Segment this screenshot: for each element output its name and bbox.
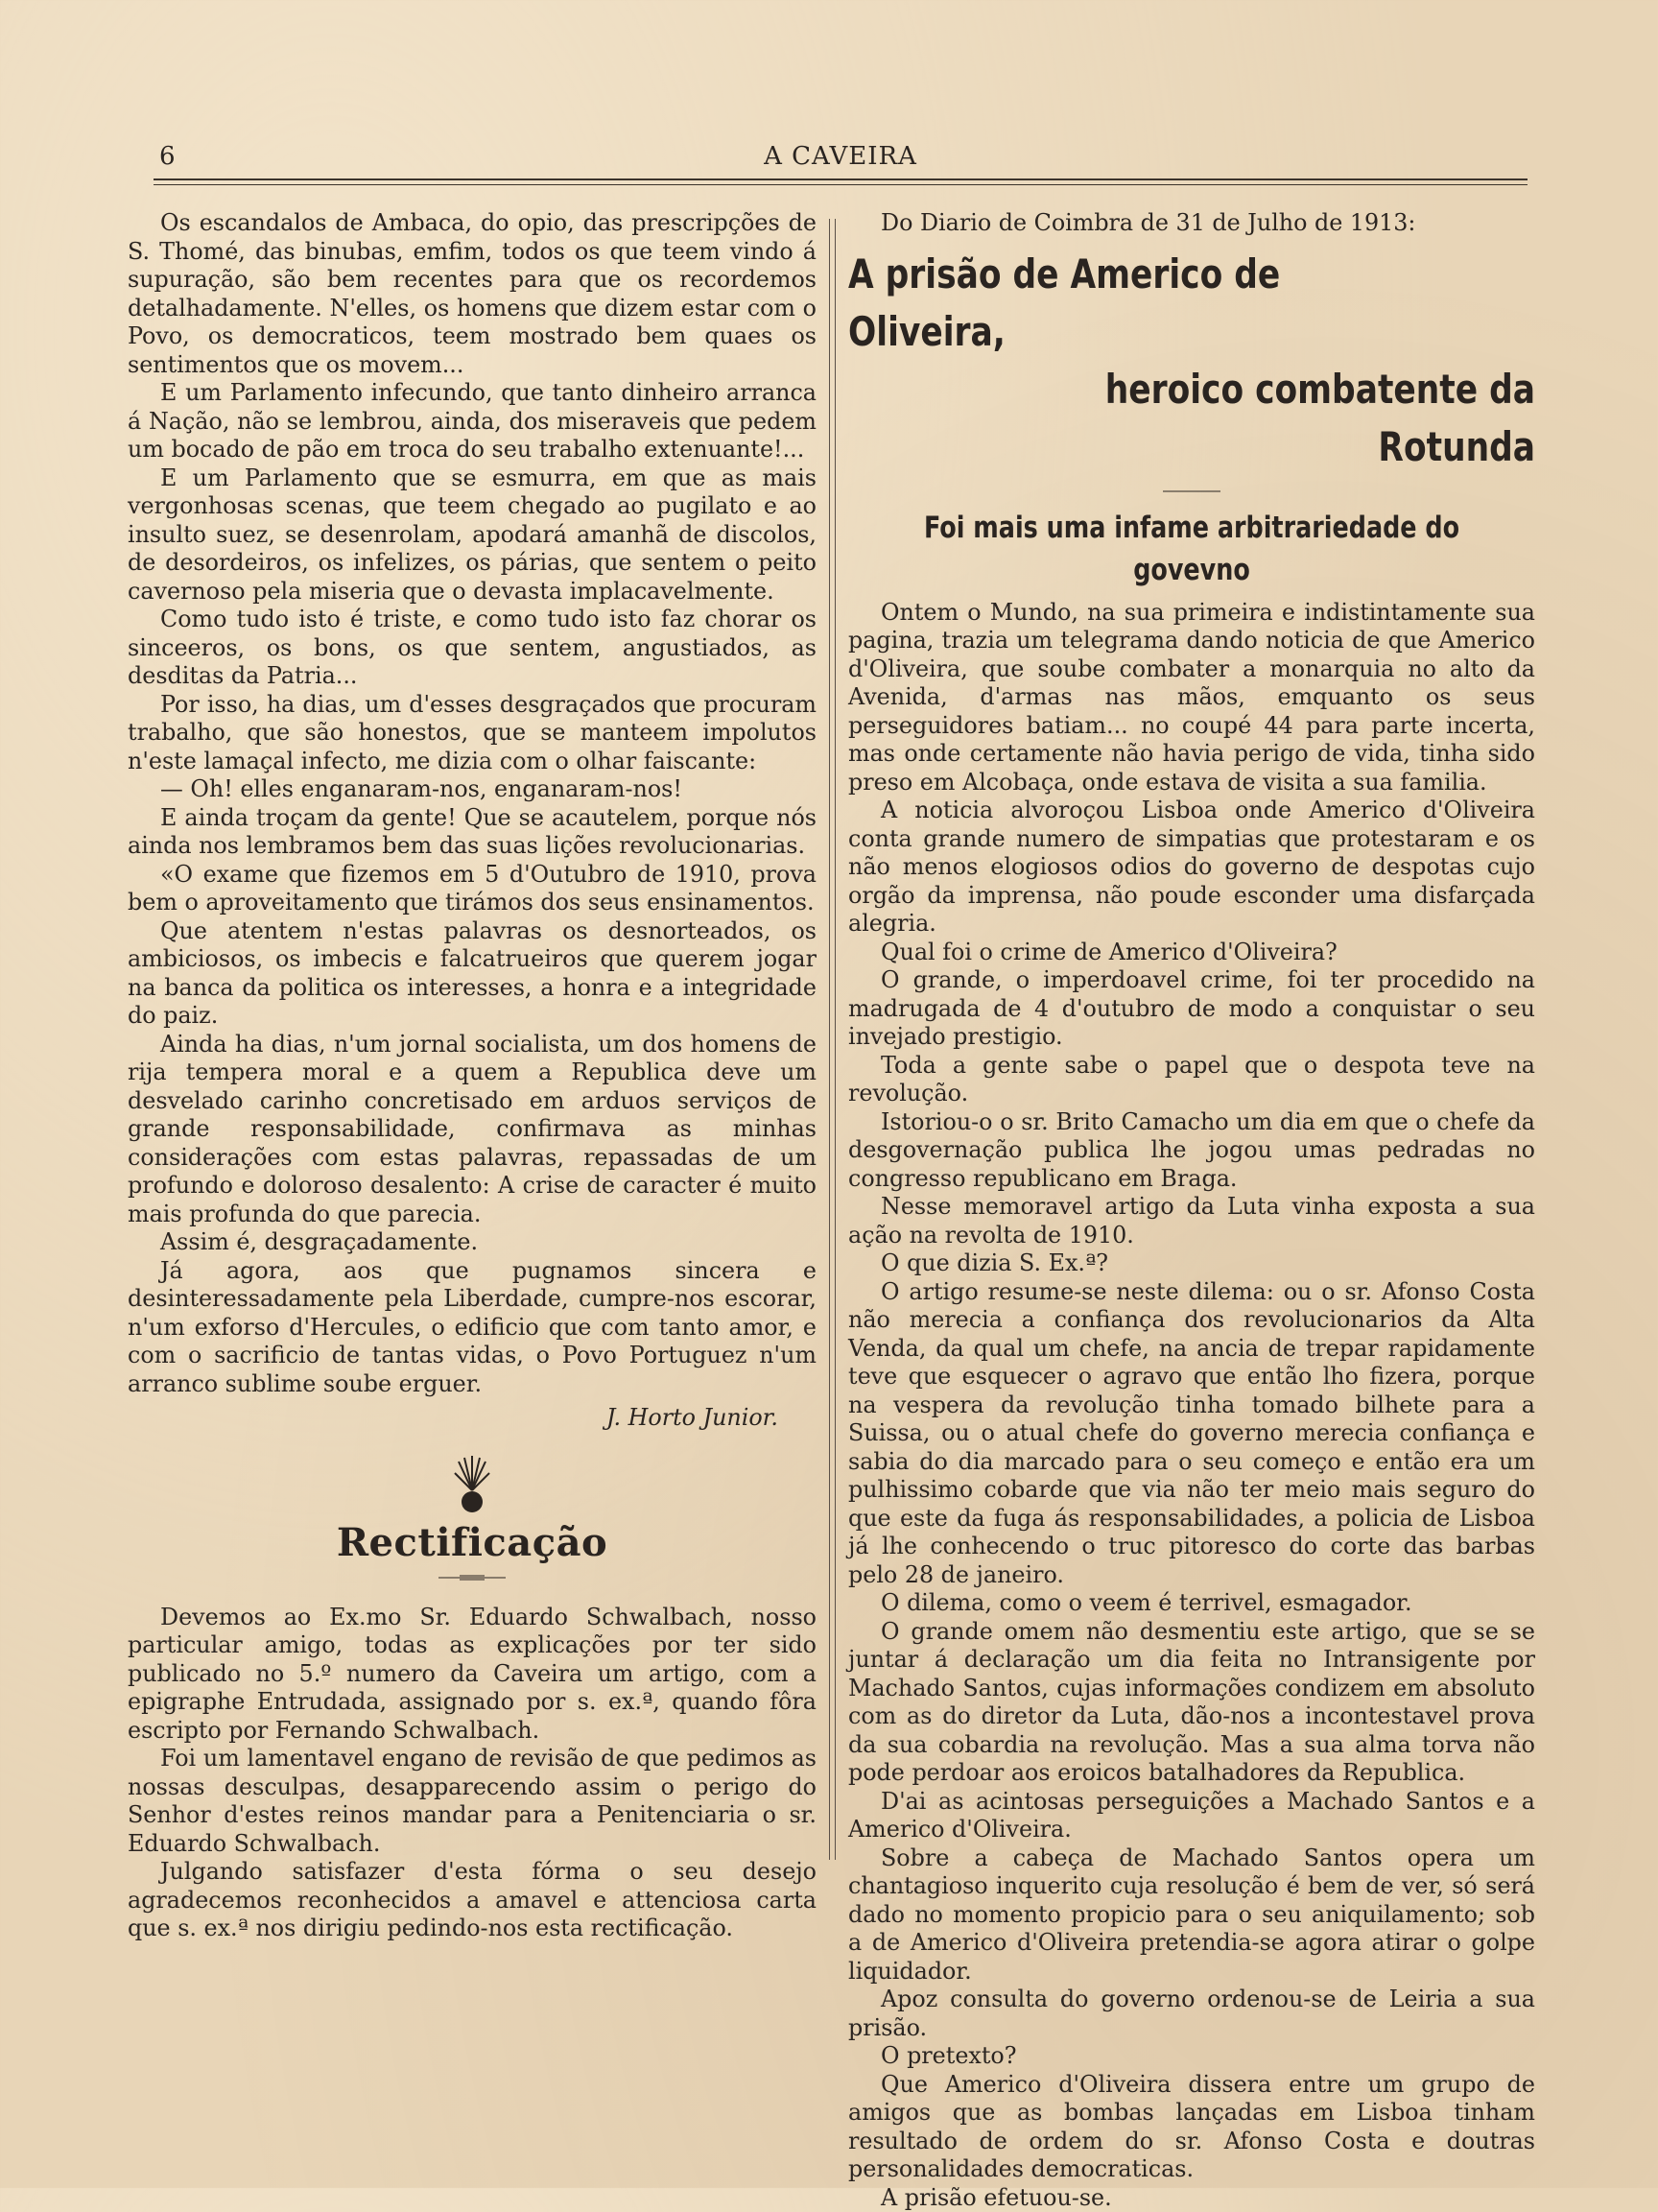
author-signature: J. Horto Junior. (128, 1404, 817, 1433)
article-paragraph: E um Parlamento que se esmurra, em que as mais vergonhosas scenas, que teem chegado ao pugilato e ao insulto suez, se desenrolam, apodará amanhã de discolos, de desordeiros, os infelizes, os párias, que sentem o peito cavernoso pela miseria que o devasta implacavelmente. (128, 464, 817, 607)
rectificacao-paragraph: Devemos ao Ex.mo Sr. Eduardo Schwalbach, nosso particular amigo, todas as explicações por ter sido publicado no 5.º numero da Caveira um artigo, com a epigraphe Entrudada, assignado por s. ex.ª, quando fôra escripto por Fernando Schwalbach. (128, 1604, 817, 1746)
article-paragraph: Ontem o Mundo, na sua primeira e indistintamente sua pagina, trazia um telegrama dando noticia de que Americo d'Oliveira, que soube combater a monarquia no alto da Avenida, d'armas nas mãos, emquanto os seus perseguidores batiam... no coupé 44 para parte incerta, mas onde certamente não havia perigo de vida, tinha sido preso em Alcobaça, onde estava de visita a sua familia. (848, 599, 1535, 797)
article-paragraph: Ainda ha dias, n'um jornal socialista, um dos homens de rija tempera moral e a quem a Republica deve um desvelado carinho concretisado em arduos serviços de grande responsabilidade, confirmava as minhas considerações com estas palavras, repassadas de um profundo e doloroso desalento: A crise de caracter é muito mais profunda do que parecia. (128, 1031, 817, 1229)
page-number: 6 (159, 142, 176, 171)
rectificacao-title: Rectificação (128, 1521, 817, 1565)
article-paragraph: O dilema, como o veem é terrivel, esmagador. (848, 1589, 1535, 1618)
article-paragraph: Já agora, aos que pugnamos sincera e desinteressadamente pela Liberdade, cumpre-nos escorar, n'um exforso d'Hercules, o edificio que com tanto amor, e com o sacrificio de tantas vidas, o Povo Portuguez n'um arranco sublime soube erguer. (128, 1257, 817, 1399)
article-paragraph: Istoriou-o o sr. Brito Camacho um dia em que o chefe da desgovernação publica lhe jogou umas pedradas no congresso republicano em Braga. (848, 1108, 1535, 1194)
page-header (154, 142, 1528, 177)
article-paragraph: Sobre a cabeça de Machado Santos opera um chantagioso inquerito cuja resolução é bem de ver, só será dado no momento propicio para o seu aniquilamento; sob a de Americo d'Oliveira pretendia-se agora atirar o golpe liquidador. (848, 1844, 1535, 1986)
subheadline: Foi mais uma infame arbitrariedade do govevno (910, 507, 1473, 591)
column-divider-2 (835, 219, 836, 1860)
headline-divider (1163, 489, 1220, 493)
header-rule (154, 178, 1528, 180)
article-paragraph: — Oh! elles enganaram-nos, enganaram-nos! (128, 775, 817, 804)
headline-line1: A prisão de Americo de Oliveira, (848, 246, 1411, 361)
article-paragraph: Que atentem n'estas palavras os desnorteados, os ambiciosos, os imbecis e falcatrueiros que querem jogar na banca da politica os interesses, a honra e a integridade do paiz. (128, 917, 817, 1031)
article-paragraph: Assim é, desgraçadamente. (128, 1228, 817, 1257)
column-divider (829, 219, 830, 1860)
article-paragraph: A noticia alvoroçou Lisboa onde Americo d'Oliveira conta grande numero de simpatias que protestaram e os não menos elogiosos odios do governo de despotas cujo orgão da imprensa, não poude esconder uma disfarçada alegria. (848, 797, 1535, 939)
article-paragraph: Como tudo isto é triste, e como tudo isto faz chorar os sinceeros, os bons, os que sentem, angustiados, as desditas da Patria... (128, 606, 817, 691)
article-paragraph: O artigo resume-se neste dilema: ou o sr. Afonso Costa não merecia a confiança dos revolucionarios da Alta Venda, da qual um chefe, na ancia de trepar rapidamente teve que esquecer o agravo que então lho fizera, porque na vespera da revolução tinha tomado bilhete para a Suissa, ou o atual chefe do governo merecia confiança e sabia do dia marcado para o seu começo e então era um pulhissimo cobarde que via não ter meio mais seguro do que este da fuga ás responsabilidades, a policia de Lisboa já lhe conhecendo o truc pitoresco do corte das barbas pelo 28 de janeiro. (848, 1278, 1535, 1590)
article-paragraph: Os escandalos de Ambaca, do opio, das prescripções de S. Thomé, das binubas, emfim, todos os que teem vindo á supuração, são bem recentes para que os recordemos detalhadamente. N'elles, os homens que dizem estar com o Povo, os democraticos, teem mostrado bem quaes os sentimentos que os movem... (128, 209, 817, 379)
article-paragraph: E ainda troçam da gente! Que se acautelem, porque nós ainda nos lembramos bem das suas lições revolucionarias. (128, 804, 817, 861)
article-paragraph: O pretexto? (848, 2042, 1535, 2071)
article-paragraph: O que dizia S. Ex.ª? (848, 1249, 1535, 1278)
caveira-ornament-icon (453, 1452, 491, 1515)
article-paragraph: Qual foi o crime de Americo d'Oliveira? (848, 939, 1535, 967)
left-column (128, 209, 817, 1943)
article-paragraph: A prisão efetuou-se. (848, 2184, 1535, 2212)
rectificacao-paragraph: Julgando satisfazer d'esta fórma o seu desejo agradecemos reconhecidos a amavel e attenciosa carta que s. ex.ª nos dirigiu pedindo-nos esta rectificação. (128, 1858, 817, 1943)
newspaper-title: A CAVEIRA (154, 142, 1528, 171)
article-paragraph: Que Americo d'Oliveira dissera entre um grupo de amigos que as bombas lançadas em Lisboa tinham resultado de ordem do sr. Afonso Costa e doutras personalidades democraticas. (848, 2071, 1535, 2184)
article-paragraph: «O exame que fizemos em 5 d'Outubro de 1910, prova bem o aproveitamento que tirámos dos seus ensinamentos. (128, 861, 817, 917)
header-rule-thin (154, 184, 1528, 185)
article-paragraph: Toda a gente sabe o papel que o despota teve na revolução. (848, 1052, 1535, 1108)
article-paragraph: Nesse memoravel artigo da Luta vinha exposta a sua ação na revolta de 1910. (848, 1193, 1535, 1249)
rectificacao-paragraph: Foi um lamentavel engano de revisão de que pedimos as nossas desculpas, desapparecendo assim o perigo do Senhor d'estes reinos mandar para a Penitenciaria o sr. Eduardo Schwalbach. (128, 1745, 817, 1858)
article-paragraph: O grande, o imperdoavel crime, foi ter procedido na madrugada de 4 d'outubro de modo a conquistar o seu invejado prestigio. (848, 966, 1535, 1052)
article-paragraph: Por isso, ha dias, um d'esses desgraçados que procuram trabalho, que são honestos, que se manteem impolutos n'este lamaçal infecto, me dizia com o olhar faiscante: (128, 691, 817, 776)
headline-line2: heroico combatente da Rotunda (972, 361, 1535, 476)
right-column (848, 209, 1535, 2212)
article-paragraph: Apoz consulta do governo ordenou-se de Leiria a sua prisão. (848, 1986, 1535, 2042)
article-paragraph: E um Parlamento infecundo, que tanto dinheiro arranca á Nação, não se lembrou, ainda, dos miseraveis que pedem um bocado de pão em troca do seu trabalho extenuante!... (128, 379, 817, 464)
article-paragraph: O grande omem não desmentiu este artigo, que se se juntar á declaração um dia feita no Intransigente por Machado Santos, cujas informações condizem em absoluto com as do diretor da Luta, dão-nos a incontestavel prova da sua cobardia na revolução. Mas a sua alma torva não pode perdoar aos eroicos batalhadores da Republica. (848, 1618, 1535, 1788)
source-line: Do Diario de Coimbra de 31 de Julho de 1913: (848, 209, 1535, 238)
section-divider (438, 1573, 506, 1582)
article-paragraph: D'ai as acintosas perseguições a Machado Santos e a Americo d'Oliveira. (848, 1788, 1535, 1844)
